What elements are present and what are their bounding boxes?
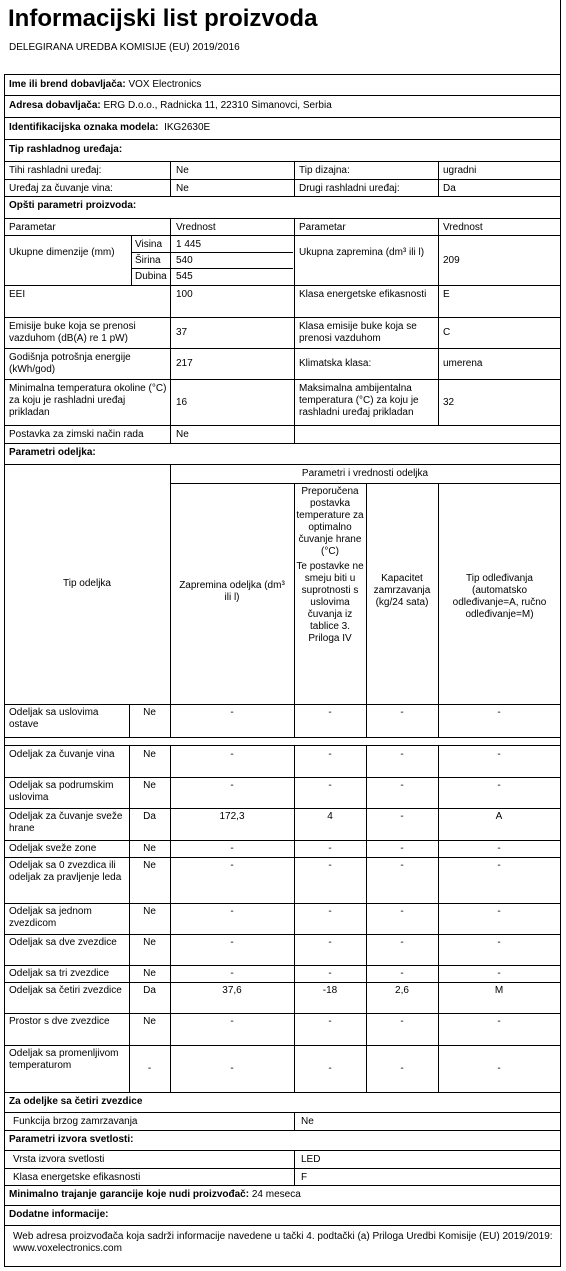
model-identifier: Identifikacijska oznaka modela: IKG2630E xyxy=(9,122,211,133)
compartment-present: Da xyxy=(143,985,156,996)
low-noise-label: Tihi rashladni uređaj: xyxy=(9,165,102,176)
total-volume-label: Ukupna zapremina (dm³ ili l) xyxy=(299,247,425,258)
compartment-temperature: - xyxy=(328,937,332,948)
compartment-name: Odeljak sa tri zvezdice xyxy=(9,968,110,979)
compartment-present: Ne xyxy=(143,843,156,854)
compartment-params-group-header: Parametri i vrednosti odeljka xyxy=(301,468,429,479)
compartment-freezing-capacity: - xyxy=(400,906,404,917)
page-title: Informacijski list proizvoda xyxy=(8,5,318,32)
compartment-type-header: Tip odeljka xyxy=(63,578,111,589)
design-type-label: Tip dizajna: xyxy=(299,165,350,176)
compartment-temperature: - xyxy=(328,749,332,760)
compartment-defrost-type: - xyxy=(497,843,501,854)
compartment-defrost-type: - xyxy=(497,906,501,917)
compartment-volume: - xyxy=(230,1016,234,1027)
temperature-column-header xyxy=(296,486,364,645)
compartment-name: Odeljak sa podrumskim uslovima xyxy=(9,780,114,803)
volume-column-header: Zapremina odeljka (dm³ ili l) xyxy=(179,580,285,603)
compartment-name: Odeljak sa četiri zvezdice xyxy=(9,985,122,996)
temperature-header-main: Preporučena postavka temperature za optimalno čuvanje hrane (°C) xyxy=(296,486,364,557)
total-volume-value: 209 xyxy=(443,255,460,266)
four-star-heading: Za odeljke sa četiri zvezdice xyxy=(9,1096,143,1107)
compartment-defrost-type: - xyxy=(497,937,501,948)
compartment-defrost-type: - xyxy=(497,749,501,760)
compartment-temperature: - xyxy=(328,780,332,791)
compartment-freezing-capacity: - xyxy=(400,860,404,871)
low-noise-value: Ne xyxy=(176,165,189,176)
compartment-present: Ne xyxy=(143,937,156,948)
regulation-subtitle: DELEGIRANA UREDBA KOMISIJE (EU) 2019/2016 xyxy=(9,42,240,53)
compartment-present: Ne xyxy=(143,707,156,718)
winter-mode-value: Ne xyxy=(176,429,189,440)
compartment-present: Ne xyxy=(143,968,156,979)
annual-energy-label: Godišnja potrošnja energije (kWh/god) xyxy=(9,352,131,375)
compartment-freezing-capacity: - xyxy=(400,811,404,822)
model-identifier-value: IKG2630E xyxy=(164,122,211,133)
compartment-defrost-type: - xyxy=(497,707,501,718)
compartment-present: Ne xyxy=(143,1016,156,1027)
compartment-temperature: - xyxy=(328,860,332,871)
compartment-temperature: - xyxy=(328,1016,332,1027)
compartment-name: Prostor s dve zvezdice xyxy=(9,1016,110,1027)
column-header-value-2: Vrednost xyxy=(443,222,483,233)
compartment-present: - xyxy=(147,1063,152,1074)
compartment-volume: - xyxy=(230,749,234,760)
compartment-temperature: - xyxy=(328,1063,332,1074)
compartment-name: Odeljak za čuvanje sveže hrane xyxy=(9,811,123,834)
wine-storage-value: Ne xyxy=(176,183,189,194)
depth-label: Dubina xyxy=(135,271,167,282)
energy-class-label: Klasa energetske efikasnosti xyxy=(299,289,427,300)
climate-class-value: umerena xyxy=(443,358,483,369)
depth-value: 545 xyxy=(176,271,193,282)
temperature-header-note: Te postavke ne smeju biti u suprotnosti s uslovima čuvanja iz tablice 3. Priloga IV xyxy=(296,561,364,644)
light-source-class-value: F xyxy=(301,1172,308,1183)
compartment-volume: - xyxy=(230,968,234,979)
compartment-defrost-type: A xyxy=(495,811,503,822)
compartment-freezing-capacity: - xyxy=(400,749,404,760)
compartment-freezing-capacity: 2,6 xyxy=(395,985,409,996)
compartment-temperature: - xyxy=(328,968,332,979)
fast-freeze-value: Ne xyxy=(301,1116,314,1127)
compartment-temperature: - xyxy=(328,843,332,854)
compartments-heading: Parametri odeljka: xyxy=(9,447,96,458)
noise-class-label: Klasa emisije buke koja se prenosi vazduhom xyxy=(299,321,417,344)
compartment-volume: - xyxy=(230,780,234,791)
compartment-name: Odeljak sa uslovima ostave xyxy=(9,707,99,730)
noise-class-value: C xyxy=(443,327,451,338)
compartment-name: Odeljak sa jednom zvezdicom xyxy=(9,906,92,929)
compartment-volume: 37,6 xyxy=(222,985,242,996)
compartment-freezing-capacity: - xyxy=(400,1016,404,1027)
compartment-defrost-type: - xyxy=(497,1063,501,1074)
compartment-freezing-capacity: - xyxy=(400,780,404,791)
light-source-type-value: LED xyxy=(301,1154,321,1165)
annual-energy-value: 217 xyxy=(176,358,193,369)
supplier-address: Adresa dobavljača: ERG D.o.o., Radnicka 11, 22310 Simanovci, Serbia xyxy=(9,100,332,111)
eei-label: EEI xyxy=(9,289,26,300)
noise-emission-label: Emisije buke koja se prenosi vazduhom (dB(A) re 1 pW) xyxy=(9,321,136,344)
dimensions-label: Ukupne dimenzije (mm) xyxy=(9,247,115,258)
design-type-value: ugradni xyxy=(443,165,477,176)
compartment-present: Ne xyxy=(143,749,156,760)
min-temperature-label: Minimalna temperatura okoline (°C) za koju je rashladni uređaj prikladan xyxy=(9,383,167,418)
max-temperature-value: 32 xyxy=(443,397,455,408)
height-value: 1 445 xyxy=(176,239,202,250)
compartment-temperature: -18 xyxy=(322,985,338,996)
compartment-defrost-type: M xyxy=(494,985,504,996)
climate-class-label: Klimatska klasa: xyxy=(299,358,372,369)
supplier-brand: Ime ili brend dobavljača: VOX Electronics xyxy=(9,79,202,90)
compartment-present: Da xyxy=(143,811,156,822)
compartment-name: Odeljak za čuvanje vina xyxy=(9,749,115,760)
compartment-temperature: - xyxy=(328,906,332,917)
compartment-freezing-capacity: - xyxy=(400,707,404,718)
width-value: 540 xyxy=(176,255,193,266)
freezing-capacity-column-header: Kapacitet zamrzavanja (kg/24 sata) xyxy=(373,573,431,608)
compartment-volume: - xyxy=(230,860,234,871)
compartment-name: Odeljak sa dve zvezdice xyxy=(9,937,117,948)
wine-storage-label: Uređaj za čuvanje vina: xyxy=(9,183,113,194)
other-appliance-value: Da xyxy=(443,183,456,194)
compartment-volume: - xyxy=(230,906,234,917)
light-source-type-label: Vrsta izvora svetlosti xyxy=(13,1154,105,1165)
compartment-defrost-type: - xyxy=(497,780,501,791)
width-label: Širina xyxy=(135,255,161,266)
compartment-temperature: - xyxy=(328,707,332,718)
column-header-parameter: Parametar xyxy=(9,222,56,233)
compartment-name: Odeljak sveže zone xyxy=(9,843,97,854)
other-appliance-label: Drugi rashladni uređaj: xyxy=(299,183,400,194)
compartment-volume: 172,3 xyxy=(219,811,245,822)
guarantee: Minimalno trajanje garancije koje nudi proizvođač: 24 meseca xyxy=(9,1189,301,1200)
compartment-freezing-capacity: - xyxy=(400,968,404,979)
appliance-type-heading: Tip rashladnog uređaja: xyxy=(9,144,123,155)
compartment-present: Ne xyxy=(143,780,156,791)
guarantee-value: 24 meseca xyxy=(251,1189,301,1200)
general-params-heading: Opšti parametri proizvoda: xyxy=(9,200,137,211)
height-label: Visina xyxy=(135,239,163,250)
compartment-defrost-type: - xyxy=(497,968,501,979)
additional-info-text: Web adresa proizvođača koja sadrži informacije navedene u tački 4. podtački (a) Priloga Uredbi Komisije (EU) 2019/2019: www.voxelectronics.com xyxy=(13,1231,553,1254)
compartment-volume: - xyxy=(230,843,234,854)
light-source-class-label: Klasa energetske efikasnosti xyxy=(13,1172,141,1183)
additional-info-heading: Dodatne informacije: xyxy=(9,1209,109,1220)
compartment-freezing-capacity: - xyxy=(400,843,404,854)
column-header-parameter-2: Parametar xyxy=(299,222,346,233)
compartment-defrost-type: - xyxy=(497,860,501,871)
fast-freeze-label: Funkcija brzog zamrzavanja xyxy=(13,1116,138,1127)
winter-mode-label: Postavka za zimski način rada xyxy=(9,429,144,440)
eei-value: 100 xyxy=(176,289,193,300)
compartment-volume: - xyxy=(230,937,234,948)
energy-class-value: E xyxy=(443,289,450,300)
compartment-defrost-type: - xyxy=(497,1016,501,1027)
compartment-temperature: 4 xyxy=(327,811,333,822)
supplier-address-value: ERG D.o.o., Radnicka 11, 22310 Simanovci, Serbia xyxy=(103,100,332,111)
noise-emission-value: 37 xyxy=(176,327,188,338)
compartment-freezing-capacity: - xyxy=(400,937,404,948)
compartment-freezing-capacity: - xyxy=(400,1063,404,1074)
compartment-name: Odeljak sa 0 zvezdica ili odeljak za pravljenje leda xyxy=(9,860,122,883)
min-temperature-value: 16 xyxy=(176,397,188,408)
defrost-type-column-header: Tip odleđivanja (automatsko odleđivanje=A, ručno odleđivanje=M) xyxy=(452,573,547,620)
column-header-value: Vrednost xyxy=(176,222,216,233)
max-temperature-label: Maksimalna ambijentalna temperatura (°C) za koju je rashladni uređaj prikladan xyxy=(299,383,419,418)
compartment-present: Ne xyxy=(143,860,156,871)
compartment-volume: - xyxy=(230,1063,234,1074)
compartment-volume: - xyxy=(230,707,234,718)
compartment-present: Ne xyxy=(143,906,156,917)
compartment-name: Odeljak sa promenljivom temperaturom xyxy=(9,1048,119,1071)
supplier-brand-value: VOX Electronics xyxy=(128,79,202,90)
light-source-heading: Parametri izvora svetlosti: xyxy=(9,1134,134,1145)
